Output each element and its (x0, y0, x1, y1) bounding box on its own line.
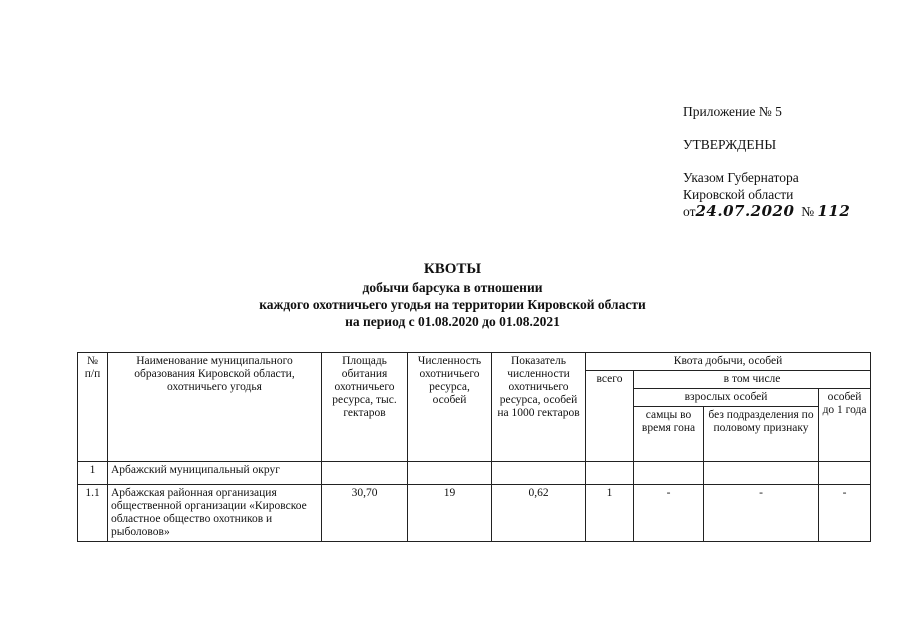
section-row (78, 462, 871, 485)
header-total: всего (586, 371, 634, 462)
cell-num: 1.1 (78, 485, 108, 542)
header-name: Наименование муниципального образования Кировской области, охотничьего угодья (108, 353, 322, 462)
header-num: № п/п (78, 353, 108, 462)
cell-no-sex: - (704, 485, 819, 542)
header-adults: взрослых особей (634, 389, 819, 407)
header-no-sex: без подразделения по половому признаку (704, 407, 819, 462)
decree-line-1: Указом Губернатора (683, 170, 799, 185)
decree-date-line (683, 203, 850, 220)
quota-table (77, 352, 871, 542)
header-quota: Квота добычи, особей (586, 353, 871, 371)
decree-line-2: Кировской области (683, 187, 794, 202)
from-prefix: от (683, 204, 696, 219)
cell-name: Арбажская районная организация общественной организации «Кировское областное общество охотников и рыболовов» (108, 485, 322, 542)
title-line-4: на период с 01.08.2020 до 01.08.2021 (345, 314, 560, 329)
table-row (78, 485, 871, 542)
cell-males-rut: - (634, 485, 704, 542)
handwritten-date: 24.07.2020 (695, 202, 795, 220)
cell-under1: - (819, 485, 871, 542)
number-prefix: № (801, 204, 815, 219)
section-num: 1 (78, 462, 108, 485)
header-row-1 (78, 353, 871, 371)
header-indicator: Показатель численности охотничьего ресурса, особей на 1000 гектаров (492, 353, 586, 462)
title-line-2: добычи барсука в отношении (362, 280, 543, 295)
header-males-rut: самцы во время гона (634, 407, 704, 462)
cell-count: 19 (408, 485, 492, 542)
cell-area: 30,70 (322, 485, 408, 542)
approved-label: УТВЕРЖДЕНЫ (683, 137, 777, 152)
handwritten-number: 112 (817, 202, 851, 220)
cell-indicator: 0,62 (492, 485, 586, 542)
document-titles (0, 260, 905, 330)
header-including: в том числе (634, 371, 871, 389)
appendix-block (683, 103, 850, 220)
cell-total: 1 (586, 485, 634, 542)
title-main: КВОТЫ (423, 261, 482, 277)
appendix-number: Приложение № 5 (683, 104, 782, 119)
section-name: Арбажский муниципальный округ (108, 462, 322, 485)
header-area: Площадь обитания охотничьего ресурса, тыс. гектаров (322, 353, 408, 462)
title-line-3: каждого охотничьего угодья на территории Кировской области (259, 297, 646, 312)
header-under1: особей до 1 года (819, 389, 871, 462)
header-count: Численность охотничьего ресурса, особей (408, 353, 492, 462)
